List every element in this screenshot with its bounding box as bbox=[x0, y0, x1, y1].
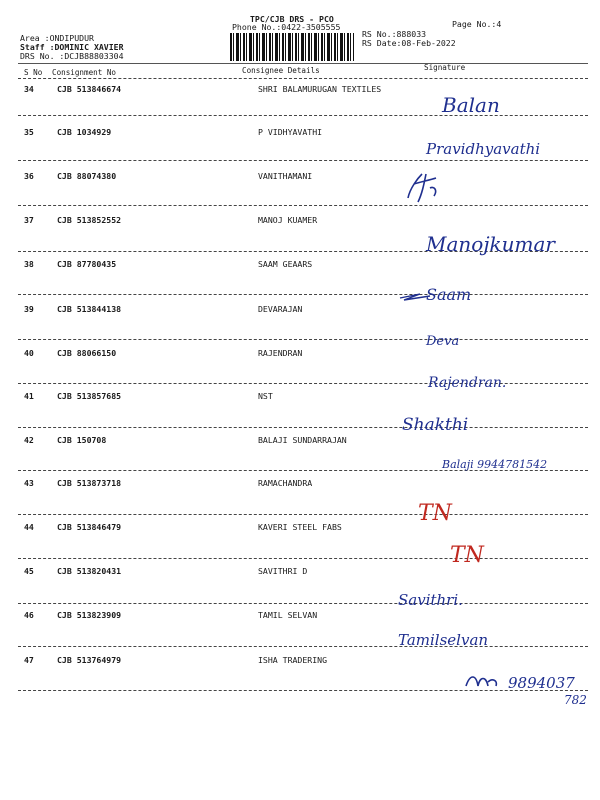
signature-36 bbox=[400, 168, 450, 210]
table-row bbox=[0, 171, 600, 215]
signature-text: 9894037 bbox=[508, 674, 575, 692]
row-consignment: CJB 150708 bbox=[57, 435, 107, 445]
signature-41 bbox=[400, 408, 480, 438]
row-divider bbox=[18, 205, 588, 206]
row-divider bbox=[18, 603, 588, 604]
signature-44 bbox=[446, 540, 526, 570]
signature-text: TN bbox=[418, 501, 452, 526]
row-consignment: CJB 513764979 bbox=[57, 655, 122, 665]
row-consignee: TAMIL SELVAN bbox=[258, 610, 318, 620]
row-consignment: CJB 87780435 bbox=[57, 259, 117, 269]
rs-number: RS No.:888033 bbox=[362, 29, 427, 39]
row-consignee: BALAJI SUNDARRAJAN bbox=[258, 435, 347, 445]
row-sno: 39 bbox=[24, 304, 34, 314]
signature-text: 782 bbox=[564, 693, 587, 707]
row-consignee: SHRI BALAMURUGAN TEXTILES bbox=[258, 84, 382, 94]
row-sno: 47 bbox=[24, 655, 34, 665]
row-sno: 46 bbox=[24, 610, 34, 620]
row-consignment: CJB 513852552 bbox=[57, 215, 122, 225]
row-consignee: NST bbox=[258, 391, 273, 401]
row-sno: 34 bbox=[24, 84, 34, 94]
row-consignment: CJB 1034929 bbox=[57, 127, 112, 137]
signature-text: Pravidhyavathi bbox=[426, 140, 541, 158]
row-consignee: MANOJ KUAMER bbox=[258, 215, 318, 225]
signature-text: Balan bbox=[442, 93, 500, 117]
row-consignment: CJB 513820431 bbox=[57, 566, 122, 576]
signature-43 bbox=[410, 498, 490, 528]
row-divider bbox=[18, 339, 588, 340]
row-consignment: CJB 88066150 bbox=[57, 348, 117, 358]
row-consignment: CJB 513823909 bbox=[57, 610, 122, 620]
row-consignee: VANITHAMANI bbox=[258, 171, 313, 181]
row-sno: 44 bbox=[24, 522, 34, 532]
row-consignment: CJB 513844138 bbox=[57, 304, 122, 314]
signature-46 bbox=[396, 626, 526, 652]
row-sno: 36 bbox=[24, 171, 34, 181]
row-consignee: KAVERI STEEL FABS bbox=[258, 522, 342, 532]
row-consignment: CJB 513846674 bbox=[57, 84, 122, 94]
row-consignment: CJB 513846479 bbox=[57, 522, 122, 532]
signature-text: Rajendran. bbox=[428, 375, 507, 391]
signature-text: Shakthi bbox=[402, 415, 469, 435]
row-consignment: CJB 513873718 bbox=[57, 478, 122, 488]
signature-47 bbox=[462, 664, 592, 708]
table-row bbox=[0, 478, 600, 522]
row-sno: 45 bbox=[24, 566, 34, 576]
table-row bbox=[0, 304, 600, 348]
row-consignee: SAAM GEAARS bbox=[258, 259, 313, 269]
row-consignment: CJB 88074380 bbox=[57, 171, 117, 181]
staff-label: Staff :DOMINIC XAVIER bbox=[20, 42, 124, 52]
signature-text: TN bbox=[450, 543, 484, 568]
signature-text: Savithri. bbox=[398, 591, 463, 609]
column-header-sno: S No bbox=[24, 68, 43, 77]
signature-text: Tamilselvan bbox=[398, 631, 489, 649]
signature-text: Manojkumar bbox=[426, 232, 555, 256]
signature-45 bbox=[396, 588, 496, 612]
row-consignee: RAJENDRAN bbox=[258, 348, 303, 358]
row-sno: 40 bbox=[24, 348, 34, 358]
column-header-signature: Signature bbox=[424, 63, 466, 72]
signature-text: Deva bbox=[426, 334, 460, 349]
signature-38 bbox=[396, 282, 516, 308]
row-consignee: DEVARAJAN bbox=[258, 304, 303, 314]
row-sno: 42 bbox=[24, 435, 34, 445]
drs-number: DRS No. :DCJB88803304 bbox=[20, 51, 124, 61]
row-divider bbox=[18, 427, 588, 428]
column-header-consignment: Consignment No bbox=[52, 68, 117, 77]
area-label: Area :ONDIPUDUR bbox=[20, 33, 94, 43]
header-bottom-rule bbox=[18, 78, 588, 79]
row-consignee: RAMACHANDRA bbox=[258, 478, 313, 488]
rs-date: RS Date:08-Feb-2022 bbox=[362, 38, 456, 48]
row-sno: 38 bbox=[24, 259, 34, 269]
row-consignee: SAVITHRI D bbox=[258, 566, 308, 576]
row-consignment: CJB 513857685 bbox=[57, 391, 122, 401]
signature-text: Balaji 9944781542 bbox=[442, 458, 548, 471]
phone-number: Phone No.:0422-3505555 bbox=[232, 22, 341, 32]
row-consignee: P VIDHYAVATHI bbox=[258, 127, 323, 137]
row-divider bbox=[18, 514, 588, 515]
signature-40 bbox=[426, 370, 526, 394]
column-header-consignee: Consignee Details bbox=[242, 66, 320, 75]
signature-34 bbox=[440, 90, 520, 120]
signature-39 bbox=[424, 330, 484, 350]
header-top-rule bbox=[18, 63, 588, 64]
page-number: Page No.:4 bbox=[452, 19, 502, 29]
row-sno: 41 bbox=[24, 391, 34, 401]
barcode bbox=[230, 33, 354, 61]
table-row bbox=[0, 391, 600, 435]
signature-37 bbox=[424, 226, 555, 260]
signature-35 bbox=[424, 134, 554, 162]
signature-42 bbox=[440, 454, 590, 474]
row-sno: 37 bbox=[24, 215, 34, 225]
row-sno: 35 bbox=[24, 127, 34, 137]
row-sno: 43 bbox=[24, 478, 34, 488]
signature-text: Saam bbox=[426, 285, 472, 304]
row-consignee: ISHA TRADERING bbox=[258, 655, 328, 665]
document-title: TPC/CJB DRS - PCO bbox=[250, 14, 334, 24]
